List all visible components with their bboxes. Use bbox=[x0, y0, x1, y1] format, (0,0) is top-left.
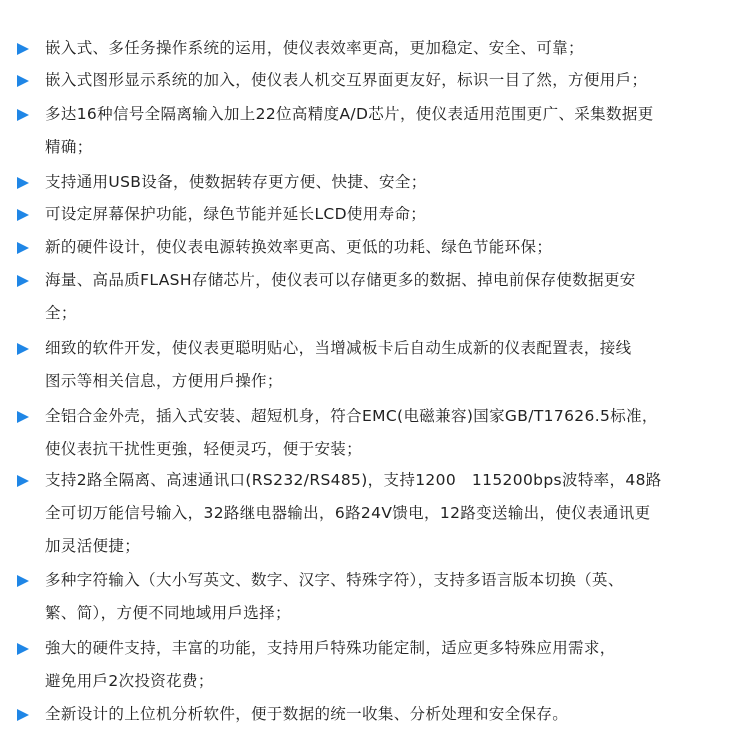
feature-text-line: 新的硬件设计，使仪表电源转换效率更高、更低的功耗、绿色节能环保； bbox=[45, 238, 553, 256]
triangle-right-icon bbox=[17, 343, 29, 355]
feature-text-line: 全铝合金外壳，插入式安装、超短机身，符合EMC(电磁兼容)国家GB/T17626.5标准， bbox=[45, 407, 658, 425]
feature-text-line: 使仪表抗干扰性更強，轻便灵巧，便于安装； bbox=[45, 440, 363, 458]
triangle-right-icon bbox=[17, 177, 29, 189]
feature-text-line: 全可切万能信号输入，32路继电器输出，6路24V馈电，12路变送输出，使仪表通讯更 bbox=[45, 504, 651, 522]
triangle-right-icon bbox=[17, 75, 29, 87]
feature-text-line: 可设定屏幕保护功能，绿色节能并延长LCD使用寿命； bbox=[45, 205, 427, 223]
feature-text-line: 图示等相关信息，方便用戶操作； bbox=[45, 372, 283, 390]
triangle-right-icon bbox=[17, 275, 29, 287]
feature-text-line: 嵌入式图形显示系统的加入，使仪表人机交互界面更友好，标识一目了然，方便用戶； bbox=[45, 71, 648, 89]
triangle-right-icon bbox=[17, 411, 29, 423]
feature-text-line: 全新设计的上位机分析软件，便于数据的统一收集、分析处理和安全保存。 bbox=[45, 705, 569, 723]
feature-text-line: 支持通用USB设备，使数据转存更方便、快捷、安全； bbox=[45, 173, 427, 191]
triangle-right-icon bbox=[17, 242, 29, 254]
feature-text-line: 加灵活便捷； bbox=[45, 537, 141, 555]
feature-text-line: 支持2路全隔离、高速通讯口(RS232/RS485)，支持1200 115200bps波特率，48路 bbox=[45, 471, 662, 489]
feature-text-line: 全； bbox=[45, 304, 77, 322]
triangle-right-icon bbox=[17, 709, 29, 721]
feature-text-line: 嵌入式、多任务操作系统的运用，使仪表效率更高，更加稳定、安全、可靠； bbox=[45, 39, 584, 57]
feature-text-line: 精确； bbox=[45, 138, 93, 156]
triangle-right-icon bbox=[17, 109, 29, 121]
feature-text-line: 海量、高品质FLASH存储芯片，使仪表可以存储更多的数据、掉电前保存使数据更安 bbox=[45, 271, 636, 289]
feature-text-line: 多种字符输入（大小写英文、数字、汉字、特殊字符），支持多语言版本切换（英、 bbox=[45, 571, 624, 589]
triangle-right-icon bbox=[17, 575, 29, 587]
feature-text-line: 细致的软件开发，使仪表更聪明贴心，当增减板卡后自动生成新的仪表配置表，接线 bbox=[45, 339, 632, 357]
triangle-right-icon bbox=[17, 209, 29, 221]
triangle-right-icon bbox=[17, 475, 29, 487]
triangle-right-icon bbox=[17, 43, 29, 55]
feature-text-line: 避免用戶2次投资花费； bbox=[45, 672, 214, 690]
triangle-right-icon bbox=[17, 643, 29, 655]
feature-text-line: 繁、简），方便不同地域用戶选择； bbox=[45, 604, 291, 622]
feature-text-line: 強大的硬件支持，丰富的功能，支持用戶特殊功能定制，适应更多特殊应用需求， bbox=[45, 639, 616, 657]
feature-text-line: 多达16种信号全隔离输入加上22位高精度A/D芯片，使仪表适用范围更广、采集数据更 bbox=[45, 105, 654, 123]
